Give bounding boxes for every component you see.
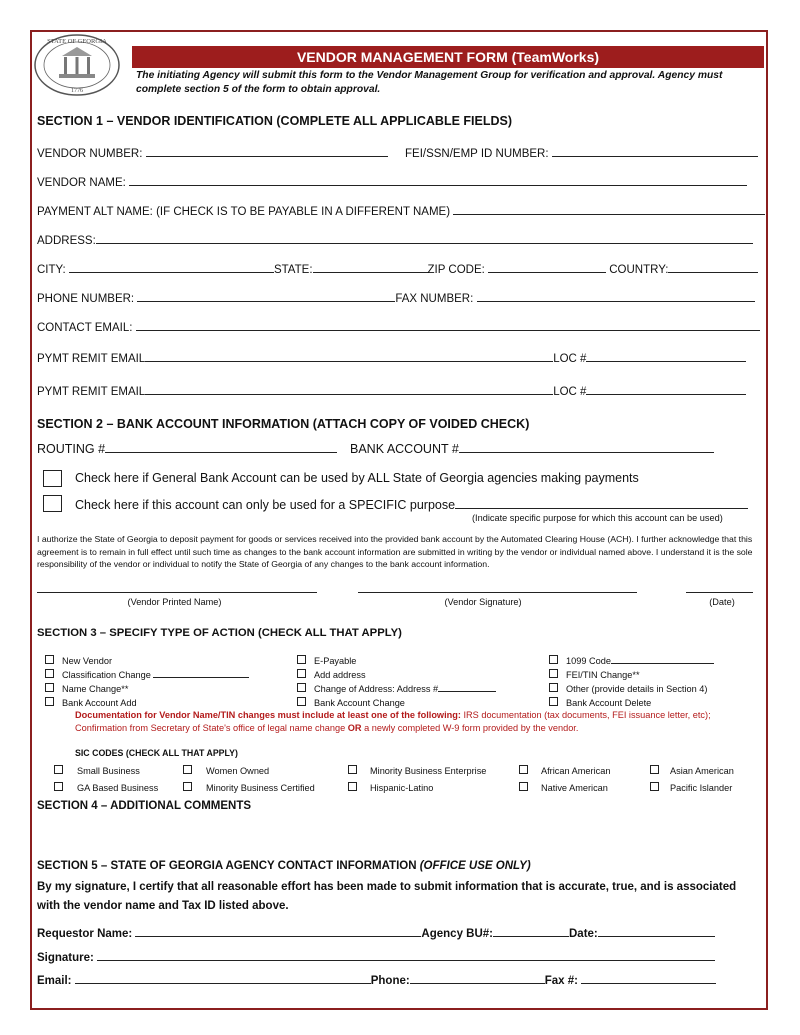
checkbox[interactable]: [183, 765, 192, 774]
agency-signature-label: Signature:: [37, 952, 94, 964]
city-field[interactable]: [69, 261, 274, 273]
certification-statement: By my signature, I certify that all reasonable effort has been made to submit information that is accurate, true, and is associated with the vendor name and Tax ID listed above.: [37, 881, 737, 912]
remit-email-row-1: [37, 350, 746, 365]
sic-label: Native American: [541, 783, 608, 793]
documentation-note-or: OR: [347, 723, 362, 733]
phone-row: [37, 290, 755, 305]
city-row: [37, 261, 758, 276]
svg-text:STATE OF GEORGIA: STATE OF GEORGIA: [47, 38, 107, 45]
vendor-name-field[interactable]: [129, 174, 747, 186]
checkbox[interactable]: [297, 655, 306, 664]
sic-label: African American: [541, 766, 611, 776]
checkbox[interactable]: [45, 655, 54, 664]
fax-label: FAX NUMBER:: [395, 293, 474, 305]
specific-account-label: Check here if this account can only be used for a SPECIFIC purpose: [75, 498, 456, 512]
date-line[interactable]: [686, 592, 753, 593]
remit-email-label: PYMT REMIT EMAIL: [37, 353, 146, 365]
action-classification-change[interactable]: [45, 669, 249, 680]
checkbox[interactable]: [297, 683, 306, 692]
1099-code-field[interactable]: [611, 655, 714, 664]
form-title: VENDOR MANAGEMENT FORM (TeamWorks): [132, 46, 764, 68]
zip-label: ZIP CODE:: [427, 264, 485, 276]
action-bank-account-add[interactable]: [45, 697, 137, 708]
address-label: ADDRESS:: [37, 235, 96, 247]
general-account-label: Check here if General Bank Account can be used by ALL State of Georgia agencies making payments: [75, 471, 639, 485]
agency-phone-field[interactable]: [410, 972, 545, 984]
sic-small-business[interactable]: [54, 765, 140, 776]
account-row: [350, 441, 714, 456]
printed-name-line[interactable]: [37, 592, 317, 593]
checkbox[interactable]: [549, 669, 558, 678]
state-label: STATE:: [273, 264, 313, 276]
remit-email-field-1[interactable]: [145, 350, 553, 362]
section5-heading-note: (OFFICE USE ONLY): [419, 860, 531, 872]
fei-field[interactable]: [552, 145, 758, 157]
vendor-number-label: VENDOR NUMBER:: [37, 148, 143, 160]
action-add-address[interactable]: [297, 669, 366, 680]
action-label: Bank Account Add: [62, 698, 137, 708]
checkbox[interactable]: [297, 669, 306, 678]
action-1099-code[interactable]: [549, 655, 714, 666]
action-label: Bank Account Delete: [566, 698, 652, 708]
agency-fax-field[interactable]: [581, 972, 716, 984]
checkbox[interactable]: [650, 782, 659, 791]
action-new-vendor[interactable]: [45, 655, 112, 666]
remit-email-row-2: [37, 383, 746, 398]
checkbox[interactable]: [348, 765, 357, 774]
sic-native-american[interactable]: [519, 782, 608, 793]
checkbox[interactable]: [348, 782, 357, 791]
vendor-signature-caption: (Vendor Signature): [444, 597, 522, 607]
action-other[interactable]: [549, 683, 707, 694]
checkbox[interactable]: [549, 697, 558, 706]
loc-label: LOC #: [553, 353, 587, 365]
sic-label: Minority Business Certified: [206, 783, 315, 793]
payment-alt-row: [37, 203, 765, 218]
action-label: FEI/TIN Change**: [566, 670, 640, 680]
loc-field-2[interactable]: [586, 383, 746, 395]
action-change-of-address[interactable]: [297, 683, 496, 694]
section4-heading: SECTION 4 – ADDITIONAL COMMENTS: [37, 800, 252, 812]
city-label: CITY:: [37, 264, 66, 276]
specific-purpose-field[interactable]: [455, 497, 748, 509]
action-label: New Vendor: [62, 656, 113, 666]
section2-heading: SECTION 2 – BANK ACCOUNT INFORMATION (ATTACH COPY OF VOIDED CHECK): [37, 417, 530, 431]
contact-email-field[interactable]: [136, 319, 760, 331]
phone-label: PHONE NUMBER:: [37, 293, 135, 305]
sic-codes-heading: SIC CODES (CHECK ALL THAT APPLY): [75, 748, 238, 758]
payment-alt-label: PAYMENT ALT NAME: (IF CHECK IS TO BE PAYABLE IN A DIFFERENT NAME): [37, 206, 451, 218]
sic-minority-business-enterprise[interactable]: [348, 765, 486, 776]
checkbox[interactable]: [519, 765, 528, 774]
state-field[interactable]: [313, 261, 428, 273]
agency-bu-label: Agency BU#:: [421, 928, 493, 940]
checkbox[interactable]: [54, 782, 63, 791]
vendor-signature-line[interactable]: [358, 592, 637, 593]
checkbox[interactable]: [549, 655, 558, 664]
checkbox[interactable]: [519, 782, 528, 791]
action-label: Other (provide details in Section 4): [566, 684, 708, 694]
agency-email-field[interactable]: [75, 972, 371, 984]
agency-email-label: Email:: [37, 975, 72, 987]
documentation-note-sos: Confirmation from Secretary of State's office of legal name change: [75, 723, 348, 733]
documentation-note-line1: [75, 710, 711, 720]
general-account-checkbox[interactable]: [43, 470, 62, 487]
routing-field[interactable]: [105, 441, 337, 453]
vendor-name-label: VENDOR NAME:: [37, 177, 126, 189]
action-label: E-Payable: [314, 656, 357, 666]
documentation-note-w9: a newly completed W-9 form provided by the vendor.: [361, 723, 579, 733]
sic-women-owned[interactable]: [183, 765, 269, 776]
remit-email-label: PYMT REMIT EMAIL: [37, 386, 146, 398]
section3-heading: SECTION 3 – SPECIFY TYPE OF ACTION (CHECK ALL THAT APPLY): [37, 627, 402, 639]
action-label: Add address: [314, 670, 366, 680]
sic-minority-business-certified[interactable]: [183, 782, 315, 793]
agency-signature-row: [37, 949, 715, 964]
request-date-label: Date:: [569, 928, 598, 940]
date-caption: (Date): [709, 597, 735, 607]
checkbox[interactable]: [297, 697, 306, 706]
svg-text:1776: 1776: [71, 88, 83, 94]
classification-field[interactable]: [153, 669, 249, 678]
vendor-number-row: [37, 145, 388, 160]
sic-label: GA Based Business: [77, 783, 159, 793]
request-date-field[interactable]: [598, 925, 715, 937]
requestor-field[interactable]: [135, 925, 421, 937]
ach-authorization: I authorize the State of Georgia to deposit payment for goods or services received into the provided bank account by the Automated Clearing House (ACH). I further acknowledge that this agreement is to remain in full effect until such time as changes to the bank account information are submitted in writing by the vendor or individual named above. I understand it is the sole responsibility of the vendor or individual to notify the State of Georgia of any changes to the bank account information.: [37, 534, 753, 569]
remit-email-field-2[interactable]: [145, 383, 553, 395]
action-bank-account-delete[interactable]: [549, 697, 651, 708]
vendor-number-field[interactable]: [146, 145, 388, 157]
action-label: Classification Change: [62, 670, 151, 680]
purpose-note: (Indicate specific purpose for which this account can be used): [472, 513, 723, 523]
contact-email-row: [37, 319, 760, 334]
sic-label: Pacific Islander: [670, 783, 733, 793]
agency-bu-field[interactable]: [493, 925, 569, 937]
sic-ga-based-business[interactable]: [54, 782, 158, 793]
checkbox[interactable]: [45, 669, 54, 678]
sic-pacific-islander[interactable]: [650, 782, 732, 793]
fei-label: FEI/SSN/EMP ID NUMBER:: [405, 148, 549, 160]
agency-email-row: [37, 972, 716, 987]
routing-row: [37, 441, 337, 456]
agency-signature-field[interactable]: [97, 949, 715, 961]
sic-label: Asian American: [670, 766, 734, 776]
address-number-field[interactable]: [438, 683, 496, 692]
country-field[interactable]: [668, 261, 758, 273]
georgia-seal-logo: [34, 34, 120, 96]
country-label: COUNTRY:: [609, 264, 669, 276]
address-row: [37, 232, 753, 247]
documentation-note-line2: [75, 723, 578, 733]
section5-heading: [37, 860, 531, 872]
requestor-label: Requestor Name:: [37, 928, 133, 940]
action-name-change[interactable]: [45, 683, 128, 694]
payment-alt-field[interactable]: [453, 203, 765, 215]
action-e-payable[interactable]: [297, 655, 356, 666]
loc-label: LOC #: [553, 386, 587, 398]
vendor-name-row: [37, 174, 747, 189]
action-label: 1099 Code: [566, 656, 611, 666]
sic-label: Minority Business Enterprise: [370, 766, 487, 776]
loc-field-1[interactable]: [586, 350, 746, 362]
account-field[interactable]: [459, 441, 714, 453]
action-bank-account-change[interactable]: [297, 697, 405, 708]
contact-email-label: CONTACT EMAIL:: [37, 322, 133, 334]
action-label: Name Change**: [62, 684, 129, 694]
agency-fax-label: Fax #:: [544, 975, 578, 987]
specific-account-checkbox[interactable]: [43, 495, 62, 512]
sic-african-american[interactable]: [519, 765, 610, 776]
action-fei-tin-change[interactable]: [549, 669, 640, 680]
routing-label: ROUTING #: [37, 442, 106, 456]
section5-heading-text: SECTION 5 – STATE OF GEORGIA AGENCY CONTACT INFORMATION: [37, 860, 420, 872]
documentation-note-bold: Documentation for Vendor Name/TIN changes must include at least one of the following:: [75, 710, 461, 720]
checkbox[interactable]: [549, 683, 558, 692]
checkbox[interactable]: [45, 683, 54, 692]
printed-name-caption: (Vendor Printed Name): [127, 597, 222, 607]
checkbox[interactable]: [45, 697, 54, 706]
address-field[interactable]: [96, 232, 753, 244]
form-intro: The initiating Agency will submit this form to the Vendor Management Group for verification and approval. Agency must complete section 5 of the form to obtain approval.: [136, 70, 723, 95]
checkbox[interactable]: [650, 765, 659, 774]
checkbox[interactable]: [183, 782, 192, 791]
sic-label: Small Business: [77, 766, 140, 776]
documentation-note-irs: IRS documentation (tax documents, FEI issuance letter, etc);: [460, 710, 711, 720]
sic-label: Hispanic-Latino: [370, 783, 434, 793]
sic-label: Women Owned: [206, 766, 270, 776]
checkbox[interactable]: [54, 765, 63, 774]
fei-row: [405, 145, 758, 160]
sic-hispanic-latino[interactable]: [348, 782, 433, 793]
additional-comments-area[interactable]: [37, 818, 757, 856]
agency-phone-label: Phone:: [370, 975, 410, 987]
action-label: Bank Account Change: [314, 698, 405, 708]
zip-field[interactable]: [488, 261, 606, 273]
phone-field[interactable]: [137, 290, 395, 302]
section1-heading: SECTION 1 – VENDOR IDENTIFICATION (COMPLETE ALL APPLICABLE FIELDS): [37, 114, 513, 128]
action-label: Change of Address: Address #: [314, 684, 439, 694]
specific-account-row: [75, 497, 748, 512]
sic-asian-american[interactable]: [650, 765, 734, 776]
account-label: BANK ACCOUNT #: [350, 442, 459, 456]
requestor-row: [37, 925, 715, 940]
fax-field[interactable]: [477, 290, 755, 302]
